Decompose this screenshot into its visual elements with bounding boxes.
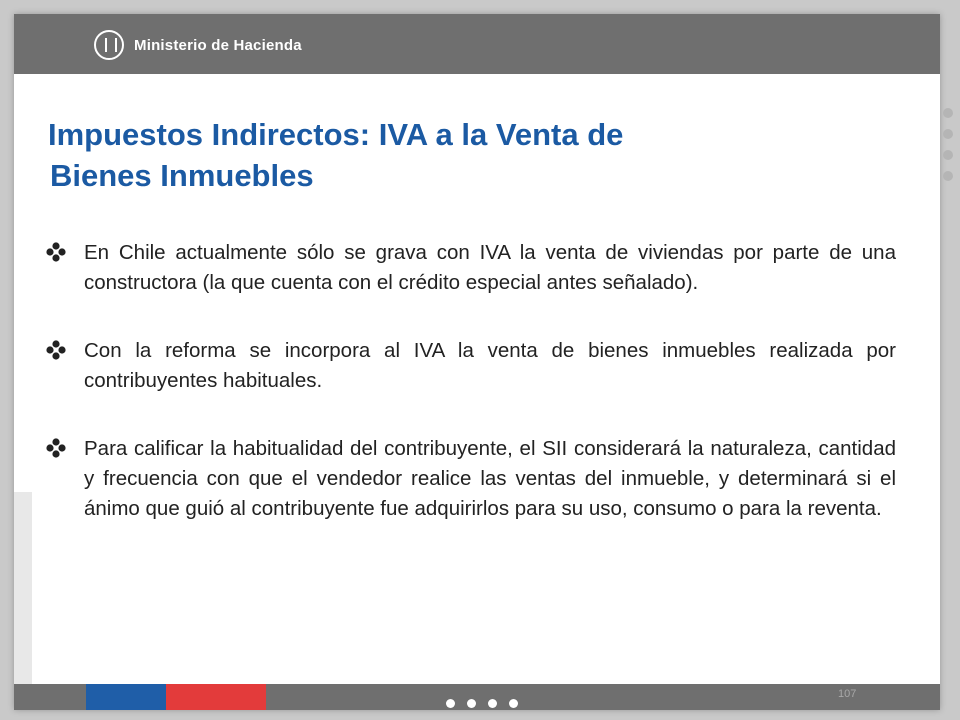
list-item [44, 434, 896, 524]
bullet-text: Para calificar la habitualidad del contribuyente, el SII considerará la naturaleza, cantidad y frecuencia con que el vendedor realice las ventas del inmueble, y determinará si el ánimo que guió al contribuyente fue adquirirlos para su uso, consumo o para la reventa. [84, 437, 896, 520]
footer-dots-decoration [446, 699, 518, 708]
diamond-bullet-icon [46, 438, 66, 458]
ministry-logo [94, 30, 302, 60]
dot-icon [943, 150, 953, 160]
slide-title-line-1: Impuestos Indirectos: IVA a la Venta de [48, 117, 624, 152]
list-item [44, 336, 896, 396]
header-bar [14, 14, 940, 74]
left-edge-tab [14, 492, 32, 702]
ministry-seal-icon [94, 30, 124, 60]
flag-stripe-blue [86, 684, 166, 710]
slide-title [48, 114, 808, 196]
dot-icon [509, 699, 518, 708]
bullet-text: Con la reforma se incorpora al IVA la venta de bienes inmuebles realizada por contribuyentes habituales. [84, 339, 896, 392]
ministry-name: Ministerio de Hacienda [134, 36, 302, 54]
dot-icon [467, 699, 476, 708]
side-dots-decoration [943, 108, 953, 181]
diamond-bullet-icon [46, 242, 66, 262]
bullet-text: En Chile actualmente sólo se grava con IVA la venta de viviendas por parte de una constructora (la que cuenta con el crédito especial antes señalado). [84, 241, 896, 294]
dot-icon [943, 171, 953, 181]
page-number: 107 [838, 688, 857, 700]
list-item [44, 238, 896, 298]
diamond-bullet-icon [46, 340, 66, 360]
flag-stripe-red [166, 684, 266, 710]
dot-icon [943, 129, 953, 139]
dot-icon [943, 108, 953, 118]
bullet-list [44, 238, 896, 524]
dot-icon [446, 699, 455, 708]
slide-title-line-2: Bienes Inmuebles [50, 158, 314, 193]
dot-icon [488, 699, 497, 708]
